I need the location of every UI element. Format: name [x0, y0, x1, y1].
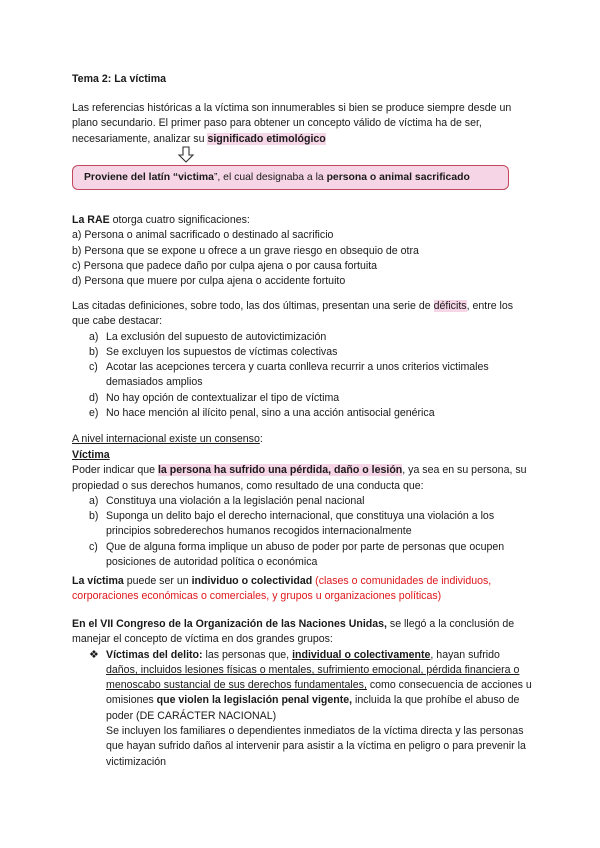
item-t3: como consecuencia de acciones u omisiones [106, 679, 532, 707]
intro-highlight: significado etimológico [207, 132, 326, 145]
list-item [72, 509, 532, 540]
victima-pre: Poder indicar que [72, 464, 158, 477]
list-text: No hay opción de contextualizar el tipo de víctima [106, 391, 340, 404]
individuo-paragraph [72, 574, 532, 605]
etymology-box [72, 165, 509, 190]
victima-post: , ya sea en su persona, su propiedad o sus derechos humanos, como resultado de una conducta que: [72, 464, 527, 492]
deficits-highlight: déficits [433, 300, 467, 312]
list-item [72, 330, 532, 345]
deficits-list [72, 330, 532, 422]
onu-paragraph [72, 617, 532, 648]
rae-section [72, 213, 532, 289]
box-word: victima [178, 172, 214, 183]
page-title: Tema 2: La víctima [72, 73, 167, 85]
rae-item-a: a) Persona o animal sacrificado o destinado al sacrificio [72, 229, 334, 242]
box-mid: ”, el cual designaba a la [213, 172, 327, 183]
list-text: La exclusión del supuesto de autovictimización [106, 330, 327, 343]
item-lead: Víctimas del delito: [106, 648, 203, 661]
rae-rest: otorga cuatro significaciones: [109, 214, 250, 226]
list-marker: c) [89, 361, 98, 374]
rae-lead: La RAE [72, 214, 110, 226]
list-marker: b) [89, 345, 99, 358]
international-underlined: A nivel internacional existe un consenso [72, 433, 260, 445]
list-marker: a) [89, 330, 99, 343]
list-marker: b) [89, 510, 99, 523]
individuo-red: (clases o comunidades de individuos, corporaciones económicas o comerciales, y grupos u organizaciones políticas) [72, 575, 492, 603]
victima-heading-text: Víctima [72, 449, 110, 461]
deficits-pre: Las citadas definiciones, sobre todo, las dos últimas, presentan una serie de [72, 300, 434, 312]
list-marker: c) [89, 540, 98, 553]
list-text: Se excluyen los supuestos de víctimas colectivas [106, 345, 338, 358]
box-bold: persona o animal sacrificado [326, 172, 470, 183]
arrow-down-icon [177, 146, 195, 164]
list-text: Constituya una violación a la legislación penal nacional [106, 494, 365, 507]
rae-item-d: d) Persona que muere por culpa ajena o accidente fortuito [72, 275, 346, 288]
list-item [72, 648, 532, 770]
deficits-section [72, 299, 532, 421]
item-t1: las personas que, [202, 648, 293, 661]
list-item [72, 540, 532, 571]
list-item [72, 345, 532, 360]
individuo-t1: puede ser un [123, 575, 192, 587]
list-marker: d) [89, 391, 99, 404]
rae-item-b: b) Persona que se expone u ofrece a un grave riesgo en obsequio de otra [72, 244, 419, 257]
list-text: Que de alguna forma implique un abuso de poder por parte de personas que ocupen posiciones de autoridad política o económica [106, 540, 505, 569]
intro-paragraph [72, 101, 532, 147]
victima-paragraph [72, 463, 532, 494]
international-heading [72, 432, 532, 447]
list-text: Suponga un delito bajo el derecho internacional, que constituya una violación a los principios sobrederechos humanos recogidos internacionalmente [106, 510, 495, 538]
onu-list [72, 648, 532, 770]
onu-rest: se llegó a la conclusión de manejar el concepto de víctima en dos grandes grupos: [72, 618, 515, 646]
individuo-b1: La víctima [72, 575, 124, 587]
item-u1: daños, incluidos lesiones físicas o mentales, sufrimiento emocional, pérdida financiera o menoscabo sustancial de sus derechos fundamentales, [106, 663, 520, 692]
victima-highlight: la persona ha sufrido una pérdida, daño o lesión [157, 464, 403, 477]
list-item [72, 494, 532, 509]
list-item [72, 360, 532, 391]
deficits-intro [72, 299, 532, 330]
conduct-list [72, 494, 532, 570]
rae-item-c: c) Persona que padece daño por culpa ajena o por causa fortuita [72, 259, 378, 272]
item-bu1: individual o colectivamente [292, 648, 431, 661]
item-t4: incluida la que prohíbe el abuso de poder (DE CARÁCTER NACIONAL) [106, 694, 520, 722]
list-text: No hace mención al ilícito penal, sino a una acción antisocial genérica [106, 407, 435, 420]
item-b1: que violen la legislación penal vigente, [156, 694, 353, 707]
diamond-bullet-icon: ❖ [89, 648, 99, 661]
individuo-b2: individuo o colectividad [191, 575, 313, 587]
item-extra: Se incluyen los familiares o dependientes inmediatos de la víctima directa y las personas que hayan sufrido daños al intervenir para asistir a la víctima en peligro o para prevenir la victimización [106, 725, 526, 768]
item-t2: , hayan sufrido [430, 648, 500, 661]
list-marker: e) [89, 407, 99, 420]
deficits-post: , entre los que cabe destacar: [72, 300, 514, 328]
list-item [72, 391, 532, 406]
list-item [72, 406, 532, 421]
list-marker: a) [89, 494, 99, 507]
onu-section [72, 617, 532, 770]
victima-heading [72, 448, 532, 463]
victima-definition [72, 448, 532, 570]
onu-bold: En el VII Congreso de la Organización de las Naciones Unidas, [72, 618, 387, 630]
intro-text: Las referencias históricas a la víctima son innumerables si bien se produce siempre desde un plano secundario. El primer paso para obtener un concepto válido de víctima ha de ser, necesariamente, analizar su [72, 102, 512, 145]
list-text: Acotar las acepciones tercera y cuarta conlleva recurrir a unos criterios victimales demasiados amplios [106, 361, 489, 389]
international-colon: : [259, 433, 263, 445]
box-pre: Proviene del latín “ [84, 172, 179, 183]
rae-heading [72, 213, 532, 228]
